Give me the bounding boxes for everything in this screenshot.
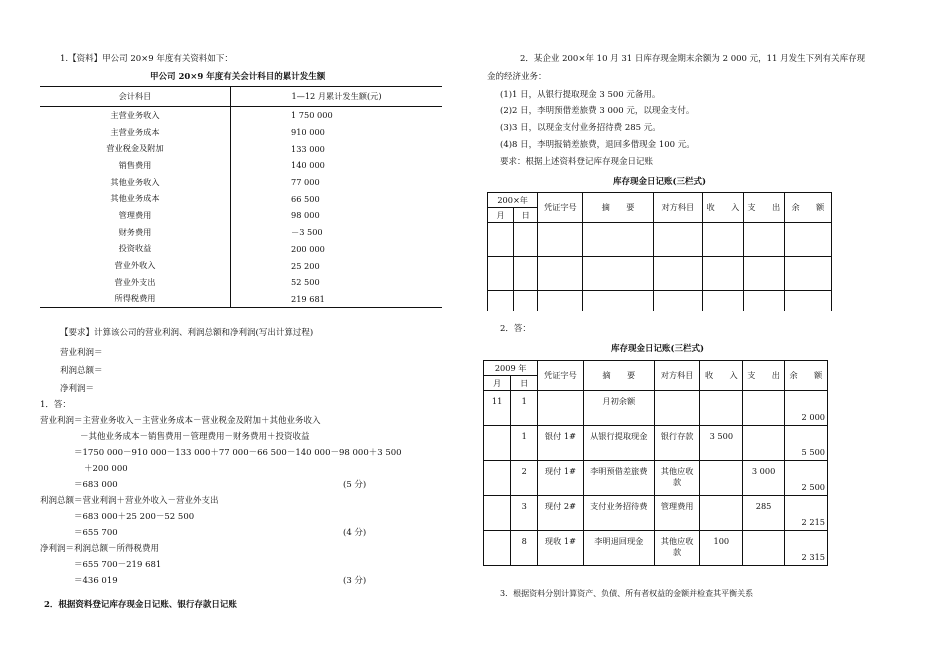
account-name-cell: 营业外收入 — [40, 257, 231, 274]
header-summary: 摘 要 — [583, 193, 653, 223]
answer-1-label: 1．答： — [40, 400, 71, 410]
table-row — [40, 241, 442, 258]
amount-cell: 200 000 — [291, 243, 325, 254]
summary-cell: 支付业务招待费 — [583, 496, 654, 531]
question-2-line2: 金的经济业务： — [487, 72, 547, 82]
day-cell: 2 — [511, 461, 538, 496]
journal-row — [484, 531, 828, 566]
operating-profit-formula-line1: 营业利润＝主营业务收入－主营业务成本－营业税金及附加＋其他业务收入 — [40, 416, 321, 426]
answer-2-label: 2．答： — [500, 324, 531, 334]
income-cell — [700, 391, 743, 426]
account-name-cell: 主营业务成本 — [40, 124, 231, 141]
day-cell: 1 — [511, 391, 538, 426]
header-account: 对方科目 — [654, 361, 699, 391]
blank-cash-journal — [487, 192, 832, 311]
journal-row — [484, 496, 828, 531]
summary-cell: 从银行提取现金 — [583, 426, 654, 461]
total-profit-calc: ＝683 000＋25 200－52 500 — [74, 512, 195, 522]
table-row — [40, 274, 442, 291]
account-name-cell: 投资收益 — [40, 241, 231, 258]
answer-journal-title: 库存现金日记账(三栏式) — [611, 344, 705, 354]
amount-cell: 77 000 — [291, 177, 320, 188]
operating-profit-result: ＝683 000 — [74, 480, 118, 490]
total-profit-blank: 利润总额＝ — [60, 366, 103, 376]
header-account: 对方科目 — [653, 193, 702, 223]
amount-cell: 219 681 — [231, 291, 443, 308]
account-name-cell: 主营业务收入 — [40, 107, 231, 124]
amount-cell: 98 000 — [291, 210, 320, 221]
account-name-cell: 财务费用 — [40, 224, 231, 241]
net-profit-calc: ＝655 700－219 681 — [74, 560, 162, 570]
blank-row — [488, 257, 832, 291]
month-cell — [484, 496, 511, 531]
requirement-text-2: 要求：根据上述资料登记库存现金日记账 — [500, 157, 654, 167]
operating-profit-calc-line2: ＋200 000 — [84, 464, 128, 474]
table-row — [40, 224, 442, 241]
day-header: 日 — [511, 376, 538, 391]
operating-profit-blank: 营业利润＝ — [60, 348, 103, 358]
year-header: 200×年 — [488, 193, 538, 208]
table-row — [40, 140, 442, 157]
expense-cell: 285 — [743, 496, 784, 531]
table-row — [40, 291, 442, 308]
counter-account-cell — [654, 391, 699, 426]
account-name-cell: 其他业务成本 — [40, 190, 231, 207]
accumulated-table-title: 甲公司 20×9 年度有关会计科目的累计发生额 — [150, 72, 326, 82]
balance-cell: 2 000 — [784, 391, 827, 426]
header-expense: 支 出 — [743, 361, 784, 391]
header-balance: 余 额 — [784, 193, 831, 223]
year-header: 2009 年 — [484, 361, 538, 376]
score-5: (5 分) — [343, 480, 367, 490]
voucher-cell: 现付 1# — [538, 461, 583, 496]
amount-cell: 140 000 — [291, 160, 325, 171]
expense-cell — [743, 531, 784, 566]
counter-account-cell: 银行存款 — [654, 426, 699, 461]
income-cell — [700, 496, 743, 531]
question-1-intro: 1.【资料】甲公司 20×9 年度有关资料如下： — [60, 54, 233, 64]
amount-cell: －3 500 — [291, 226, 323, 237]
account-name-cell: 营业外支出 — [40, 274, 231, 291]
month-header: 月 — [484, 376, 511, 391]
blank-row — [488, 223, 832, 257]
table-row — [40, 190, 442, 207]
account-name-cell: 管理费用 — [40, 207, 231, 224]
net-profit-blank: 净利润＝ — [60, 384, 95, 394]
day-cell: 8 — [511, 531, 538, 566]
day-cell: 1 — [511, 426, 538, 461]
expense-cell: 3 000 — [743, 461, 784, 496]
table-row — [40, 207, 442, 224]
amount-cell: 1 750 000 — [291, 110, 333, 121]
header-voucher: 凭证字号 — [538, 361, 583, 391]
blank-journal-title: 库存现金日记账(三栏式) — [613, 177, 707, 187]
operating-profit-calc-line1: ＝1750 000－910 000－133 000＋77 000－66 500－140 000－98 000＋3 500 — [74, 448, 402, 458]
total-profit-result: ＝655 700 — [74, 528, 118, 538]
column-header-account: 会计科目 — [40, 87, 231, 107]
counter-account-cell: 管理费用 — [654, 496, 699, 531]
header-income: 收 入 — [700, 361, 743, 391]
answer-cash-journal — [483, 360, 828, 566]
expense-cell — [743, 391, 784, 426]
header-balance: 余 额 — [784, 361, 827, 391]
summary-cell: 月初余额 — [583, 391, 654, 426]
total-profit-formula: 利润总额＝营业利润＋营业外收入－营业外支出 — [40, 496, 219, 506]
accumulated-amounts-table — [40, 86, 442, 308]
counter-account-cell: 其他应收款 — [654, 461, 699, 496]
table-row — [40, 124, 442, 141]
expense-cell — [743, 426, 784, 461]
table-row — [40, 257, 442, 274]
income-cell: 3 500 — [700, 426, 743, 461]
amount-cell: 133 000 — [291, 143, 325, 154]
voucher-cell — [538, 391, 583, 426]
table-row — [40, 157, 442, 174]
requirement-text: 【要求】计算该公司的营业利润、利润总额和净利润(写出计算过程) — [60, 328, 314, 338]
question-2-heading: 2．根据资料登记库存现金日记账、银行存款日记账 — [44, 600, 237, 610]
transaction-item-2: (2)2 日，李明预借差旅费 3 000 元，以现金支付。 — [500, 106, 695, 116]
header-summary: 摘 要 — [583, 361, 654, 391]
day-header: 日 — [514, 208, 538, 223]
amount-cell: 910 000 — [291, 127, 325, 138]
score-4: (4 分) — [343, 528, 367, 538]
transaction-item-4: (4)8 日，李明报销差旅费，退回多借现金 100 元。 — [500, 140, 695, 150]
net-profit-formula: 净利润＝利润总额－所得税费用 — [40, 544, 160, 554]
operating-profit-formula-line2: －其他业务成本－销售费用－管理费用－财务费用＋投资收益 — [80, 432, 310, 442]
voucher-cell: 银付 1# — [538, 426, 583, 461]
balance-cell: 2 315 — [784, 531, 827, 566]
month-cell — [484, 531, 511, 566]
journal-row — [484, 461, 828, 496]
table-row — [40, 107, 442, 124]
amount-cell: 52 500 — [291, 277, 320, 288]
balance-cell: 5 500 — [784, 426, 827, 461]
balance-cell: 2 500 — [784, 461, 827, 496]
account-name-cell: 销售费用 — [40, 157, 231, 174]
summary-cell: 李明预借差旅费 — [583, 461, 654, 496]
month-cell — [484, 461, 511, 496]
income-cell — [700, 461, 743, 496]
journal-row — [484, 426, 828, 461]
account-name-cell: 其他业务收入 — [40, 174, 231, 191]
day-cell: 3 — [511, 496, 538, 531]
account-name-cell: 所得税费用 — [40, 291, 231, 308]
journal-row — [484, 391, 828, 426]
question-3-text: 3．根据资料分别计算资产、负债、所有者权益的金额并检查其平衡关系 — [500, 589, 754, 598]
account-name-cell: 营业税金及附加 — [40, 140, 231, 157]
header-income: 收 入 — [702, 193, 743, 223]
summary-cell: 李明退回现金 — [583, 531, 654, 566]
transaction-item-1: (1)1 日，从银行提取现金 3 500 元备用。 — [500, 90, 661, 100]
month-cell: 11 — [484, 391, 511, 426]
transaction-item-3: (3)3 日，以现金支付业务招待费 285 元。 — [500, 123, 661, 133]
table-row — [40, 174, 442, 191]
blank-row — [488, 291, 832, 311]
header-voucher: 凭证字号 — [538, 193, 583, 223]
question-2-line1: 2．某企业 200×年 10 月 31 日库存现金期末余额为 2 000 元，11 月发生下列有关库存现 — [520, 54, 866, 64]
month-cell — [484, 426, 511, 461]
score-3: (3 分) — [343, 576, 367, 586]
month-header: 月 — [488, 208, 514, 223]
balance-cell: 2 215 — [784, 496, 827, 531]
table-header-row — [40, 87, 442, 107]
net-profit-result: ＝436 019 — [74, 576, 118, 586]
voucher-cell: 现付 2# — [538, 496, 583, 531]
header-expense: 支 出 — [743, 193, 784, 223]
amount-cell: 25 200 — [291, 260, 320, 271]
voucher-cell: 现收 1# — [538, 531, 583, 566]
income-cell: 100 — [700, 531, 743, 566]
counter-account-cell: 其他应收款 — [654, 531, 699, 566]
column-header-amount: 1—12 月累计发生额(元) — [231, 87, 443, 107]
amount-cell: 66 500 — [291, 193, 320, 204]
